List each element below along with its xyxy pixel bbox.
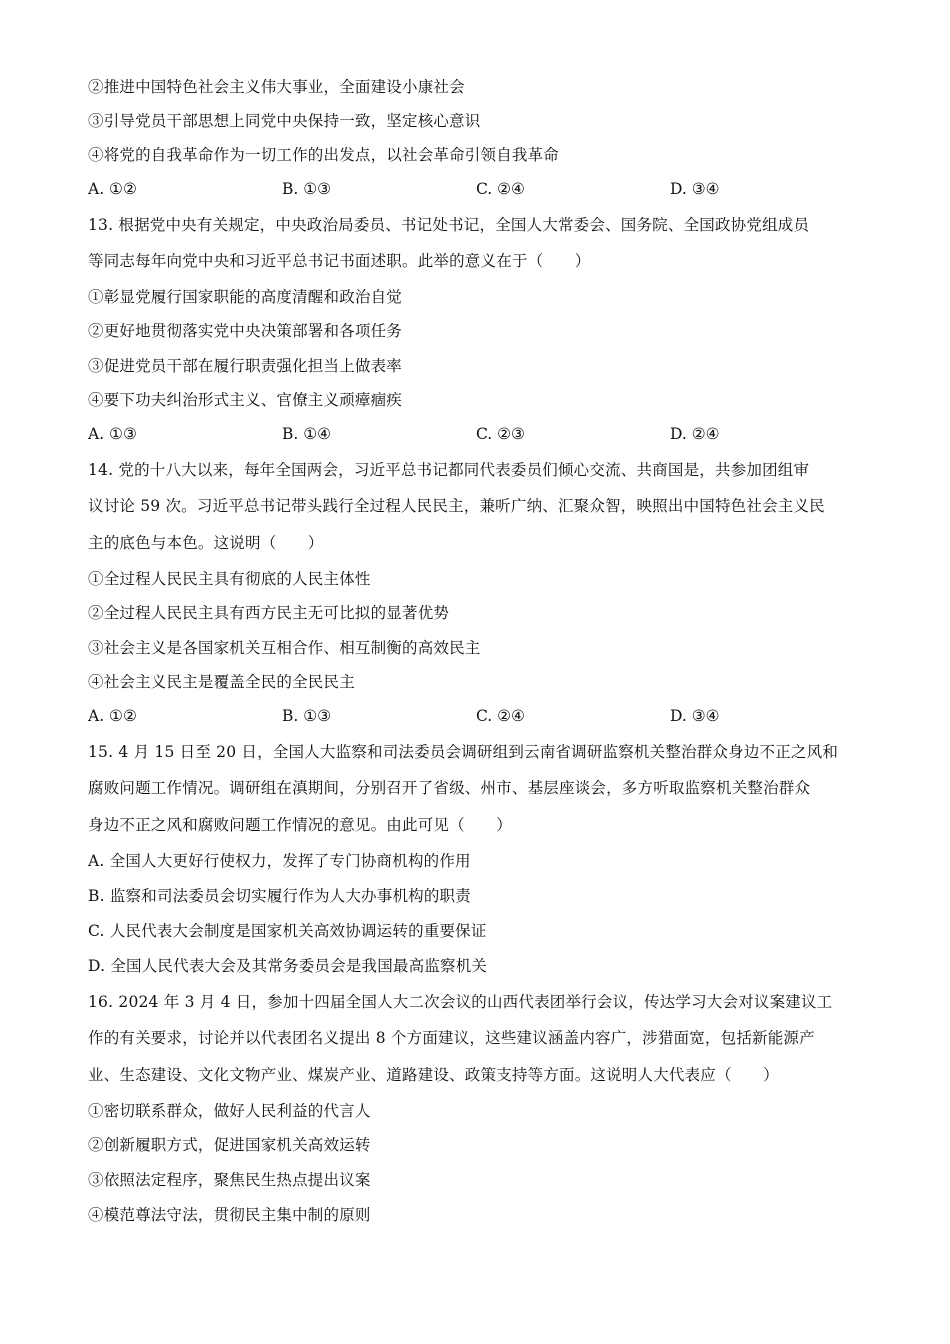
- q15-choice-a[interactable]: A. 全国人大更好行使权力，发挥了专门协商机构的作用: [88, 852, 471, 870]
- q15-stem-line-2: 腐败问题工作情况。调研组在滇期间，分别召开了省级、州市、基层座谈会，多方听取监察机关整治群众: [88, 779, 811, 797]
- q16-item-4: ④模范尊法守法，贯彻民主集中制的原则: [88, 1206, 371, 1224]
- q15-stem-line-1: 15. 4 月 15 日至 20 日，全国人大监察和司法委员会调研组到云南省调研监察机关整治群众身边不正之风和: [88, 743, 839, 761]
- q12-option-c[interactable]: C. ②④: [476, 180, 525, 198]
- q16-item-1: ①密切联系群众，做好人民利益的代言人: [88, 1102, 371, 1120]
- q13-options: [88, 423, 868, 445]
- q16-item-2: ②创新履职方式，促进国家机关高效运转: [88, 1136, 371, 1154]
- q13-item-4: ④要下功夫纠治形式主义、官僚主义顽瘴痼疾: [88, 391, 403, 409]
- q15-choice-b[interactable]: B. 监察和司法委员会切实履行作为人大办事机构的职责: [88, 887, 471, 905]
- q13-item-1: ①彰显党履行国家职能的高度清醒和政治自觉: [88, 288, 403, 306]
- q13-option-b[interactable]: B. ①④: [282, 425, 332, 443]
- q13-option-c[interactable]: C. ②③: [476, 425, 525, 443]
- q15-choice-d[interactable]: D. 全国人民代表大会及其常务委员会是我国最高监察机关: [88, 957, 488, 975]
- q13-option-d[interactable]: D. ②④: [670, 425, 720, 443]
- q14-option-b[interactable]: B. ①③: [282, 707, 332, 725]
- q16-stem-line-2: 作的有关要求，讨论并以代表团名义提出 8 个方面建议，这些建议涵盖内容广，涉猎面宽，包括新能源产: [88, 1029, 815, 1047]
- q14-item-2: ②全过程人民民主具有西方民主无可比拟的显著优势: [88, 604, 450, 622]
- q14-option-c[interactable]: C. ②④: [476, 707, 525, 725]
- q12-option-a[interactable]: A. ①②: [88, 180, 137, 198]
- q14-item-1: ①全过程人民民主具有彻底的人民主体性: [88, 570, 371, 588]
- q12-option-b[interactable]: B. ①③: [282, 180, 332, 198]
- q13-item-2: ②更好地贯彻落实党中央决策部署和各项任务: [88, 322, 403, 340]
- q14-option-a[interactable]: A. ①②: [88, 707, 137, 725]
- q14-stem-line-1: 14. 党的十八大以来，每年全国两会，习近平总书记都同代表委员们倾心交流、共商国是，共参加团组审: [88, 461, 810, 479]
- q12-option-d[interactable]: D. ③④: [670, 180, 720, 198]
- q12-options: [88, 178, 868, 200]
- q12-item-3: ③引导党员干部思想上同党中央保持一致，坚定核心意识: [88, 112, 481, 130]
- q15-stem-line-3: 身边不正之风和腐败问题工作情况的意见。由此可见（ ）: [88, 816, 512, 834]
- q13-stem-line-1: 13. 根据党中央有关规定，中央政治局委员、书记处书记，全国人大常委会、国务院、全国政协党组成员: [88, 216, 810, 234]
- q15-choice-c[interactable]: C. 人民代表大会制度是国家机关高效协调运转的重要保证: [88, 922, 487, 940]
- q14-options: [88, 705, 868, 727]
- q14-item-4: ④社会主义民主是覆盖全民的全民民主: [88, 673, 355, 691]
- q13-stem-line-2: 等同志每年向党中央和习近平总书记书面述职。此举的意义在于（ ）: [88, 252, 591, 270]
- q14-stem-line-2: 议讨论 59 次。习近平总书记带头践行全过程人民民主，兼听广纳、汇聚众智，映照出中国特色社会主义民: [88, 497, 825, 515]
- q13-option-a[interactable]: A. ①③: [88, 425, 137, 443]
- q14-option-d[interactable]: D. ③④: [670, 707, 720, 725]
- q16-stem-line-1: 16. 2024 年 3 月 4 日，参加十四届全国人大二次会议的山西代表团举行会议，传达学习大会对议案建议工: [88, 993, 833, 1011]
- q12-item-2: ②推进中国特色社会主义伟大事业，全面建设小康社会: [88, 78, 465, 96]
- q16-stem-line-3: 业、生态建设、文化文物产业、煤炭产业、道路建设、政策支持等方面。这说明人大代表应（ ）: [88, 1066, 779, 1084]
- q14-item-3: ③社会主义是各国家机关互相合作、相互制衡的高效民主: [88, 639, 481, 657]
- q12-item-4: ④将党的自我革命作为一切工作的出发点，以社会革命引领自我革命: [88, 146, 560, 164]
- q13-item-3: ③促进党员干部在履行职责强化担当上做表率: [88, 357, 403, 375]
- q16-item-3: ③依照法定程序，聚焦民生热点提出议案: [88, 1171, 371, 1189]
- q14-stem-line-3: 主的底色与本色。这说明（ ）: [88, 534, 324, 552]
